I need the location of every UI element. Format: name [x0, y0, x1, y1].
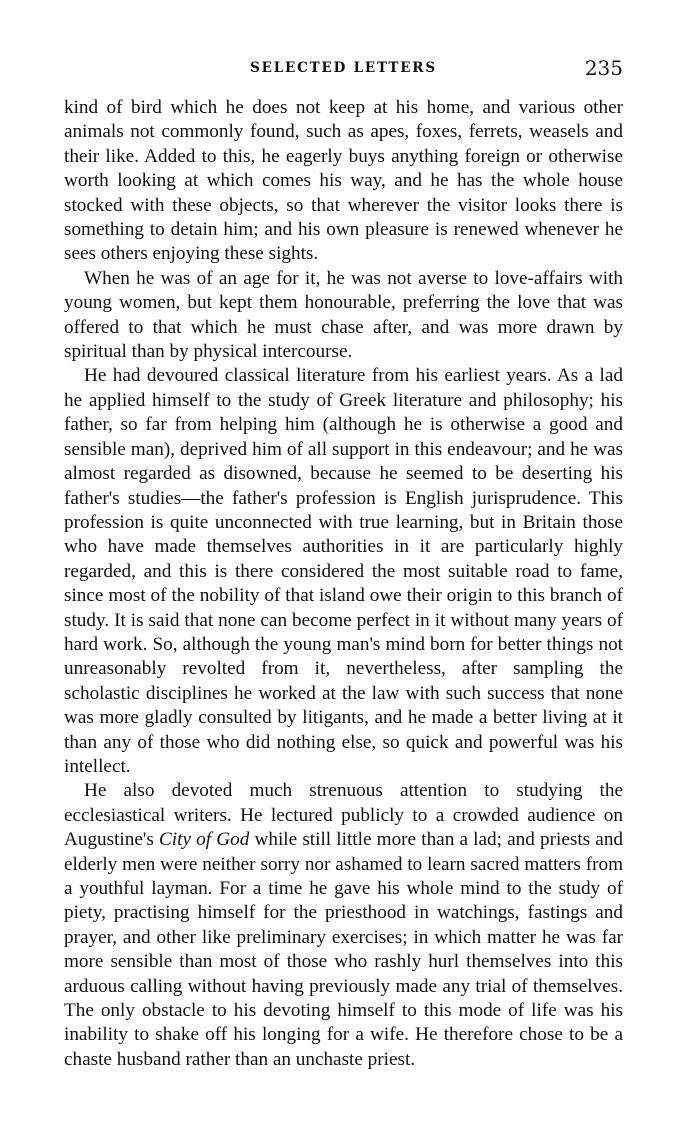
body-text [64, 96, 623, 1072]
book-title-city-of-god: City of God [159, 829, 250, 851]
paragraph-4-text-after: while still little more than a lad; and priests and elderly men were neither sorry nor ashamed to learn sacred matters from a youthful layman. For a time he gave his whole mind to the study of piety, practising himself for the priesthood in watchings, fastings and prayer, and other like preliminary exercises; in which matter he was far more sensible than most of those who rashly hurl themselves into this arduous calling without having previously made any trial of themselves. The only obstacle to his devoting himself to this mode of life was his inability to shake off his longing for a wife. He therefore chose to be a chaste husband rather than an unchaste priest. [64, 829, 624, 1070]
running-header [64, 56, 623, 86]
paragraph-4 [64, 779, 623, 1072]
running-title: SELECTED LETTERS [250, 60, 437, 76]
paragraph-1: kind of bird which he does not keep at his home, and various other animals not commonly found, such as apes, foxes, ferrets, weasels and their like. Added to this, he eagerly buys anything foreign or otherwise worth looking at which comes his way, and he has the whole house stocked with these objects, so that wherever the visitor looks there is something to detain him; and his own pleasure is renewed whenever he sees others enjoying these sights. [64, 97, 623, 265]
paragraph-2: When he was of an age for it, he was not averse to love-affairs with young women, but kept them honourable, preferring the love that was offered to that which he must chase after, and was more drawn by spiritual than by physical intercourse. [64, 267, 623, 363]
page-number: 235 [584, 56, 623, 80]
paragraph-4-text-before: He also devoted much strenuous attention to studying the ecclesiastical writers. He lectured publicly to a crowded audience on Augustine's [64, 780, 623, 851]
paragraph-3: He had devoured classical literature from his earliest years. As a lad he applied himself to the study of Greek literature and philosophy; his father, so far from helping him (although he is otherwise a good and sensible man), deprived him of all support in this endeavour; and he was almost regarded as disowned, because he seemed to be deserting his father's studies—the father's profession is English jurisprudence. This profession is quite unconnected with true learning, but in Britain those who have made themselves authorities in it are particularly highly regarded, and this is there considered the most suitable road to fame, since most of the nobility of that island owe their origin to this branch of study. It is said that none can become perfect in it without many years of hard work. So, although the young man's mind born for better things not unreasonably revolted from it, nevertheless, after sampling the scholastic disciplines he worked at the law with such success that none was more gladly consulted by litigants, and he made a better living at it than any of those who did nothing else, so quick and powerful was his intellect. [64, 365, 623, 777]
